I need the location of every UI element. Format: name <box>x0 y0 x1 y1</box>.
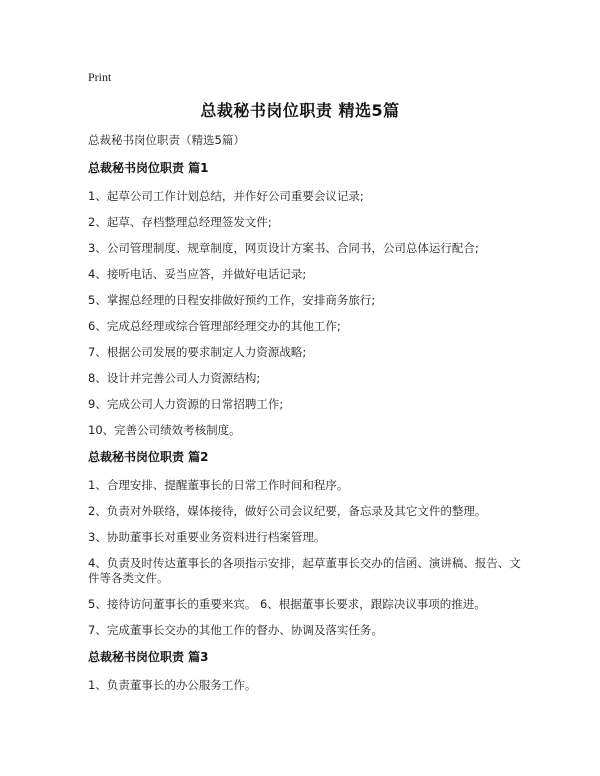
list-item: 2、起草、存档整理总经理签发文件; <box>88 215 272 229</box>
list-item: 5、接待访问董事长的重要来宾。 6、根据董事长要求，跟踪决议事项的推进。 <box>88 597 486 611</box>
list-item: 7、完成董事长交办的其他工作的督办、协调及落实任务。 <box>88 623 383 637</box>
section-1 <box>88 160 530 438</box>
document-body <box>88 160 530 704</box>
list-item: 4、负责及时传达董事长的各项指示安排，起草董事长交办的信函、演讲稿、报告、文件等各类文件。 <box>88 556 521 585</box>
list-item: 1、起草公司工作计划总结，并作好公司重要会议记录; <box>88 189 364 203</box>
document-title: 总裁秘书岗位职责 精选5篇 <box>200 101 400 120</box>
list-item: 8、设计并完善公司人力资源结构; <box>88 371 261 385</box>
list-item: 2、负责对外联络，媒体接待，做好公司会议纪要，备忘录及其它文件的整理。 <box>88 504 487 518</box>
list-item: 5、掌握总经理的日程安排做好预约工作，安排商务旅行; <box>88 293 376 307</box>
section-heading: 总裁秘书岗位职责 篇1 <box>88 161 209 175</box>
list-item: 3、公司管理制度、规章制度，网页设计方案书、合同书，公司总体运行配合; <box>88 241 479 255</box>
list-item: 10、完善公司绩效考核制度。 <box>88 423 241 437</box>
section-heading: 总裁秘书岗位职责 篇2 <box>88 450 209 464</box>
list-item: 4、接听电话、妥当应答，并做好电话记录; <box>88 267 307 281</box>
list-item: 9、完成公司人力资源的日常招聘工作; <box>88 397 284 411</box>
list-item: 7、根据公司发展的要求制定人力资源战略; <box>88 345 307 359</box>
section-3 <box>88 649 530 693</box>
list-item: 1、负责董事长的办公服务工作。 <box>88 678 257 692</box>
section-2 <box>88 449 530 638</box>
list-item: 1、合理安排、提醒董事长的日常工作时间和程序。 <box>88 478 349 492</box>
list-item: 3、协助董事长对重要业务资料进行档案管理。 <box>88 530 326 544</box>
print-label: Print <box>88 70 112 84</box>
list-item: 6、完成总经理或综合管理部经理交办的其他工作; <box>88 319 341 333</box>
section-heading: 总裁秘书岗位职责 篇3 <box>88 650 209 664</box>
document-subtitle: 总裁秘书岗位职责（精选5篇） <box>88 133 245 147</box>
